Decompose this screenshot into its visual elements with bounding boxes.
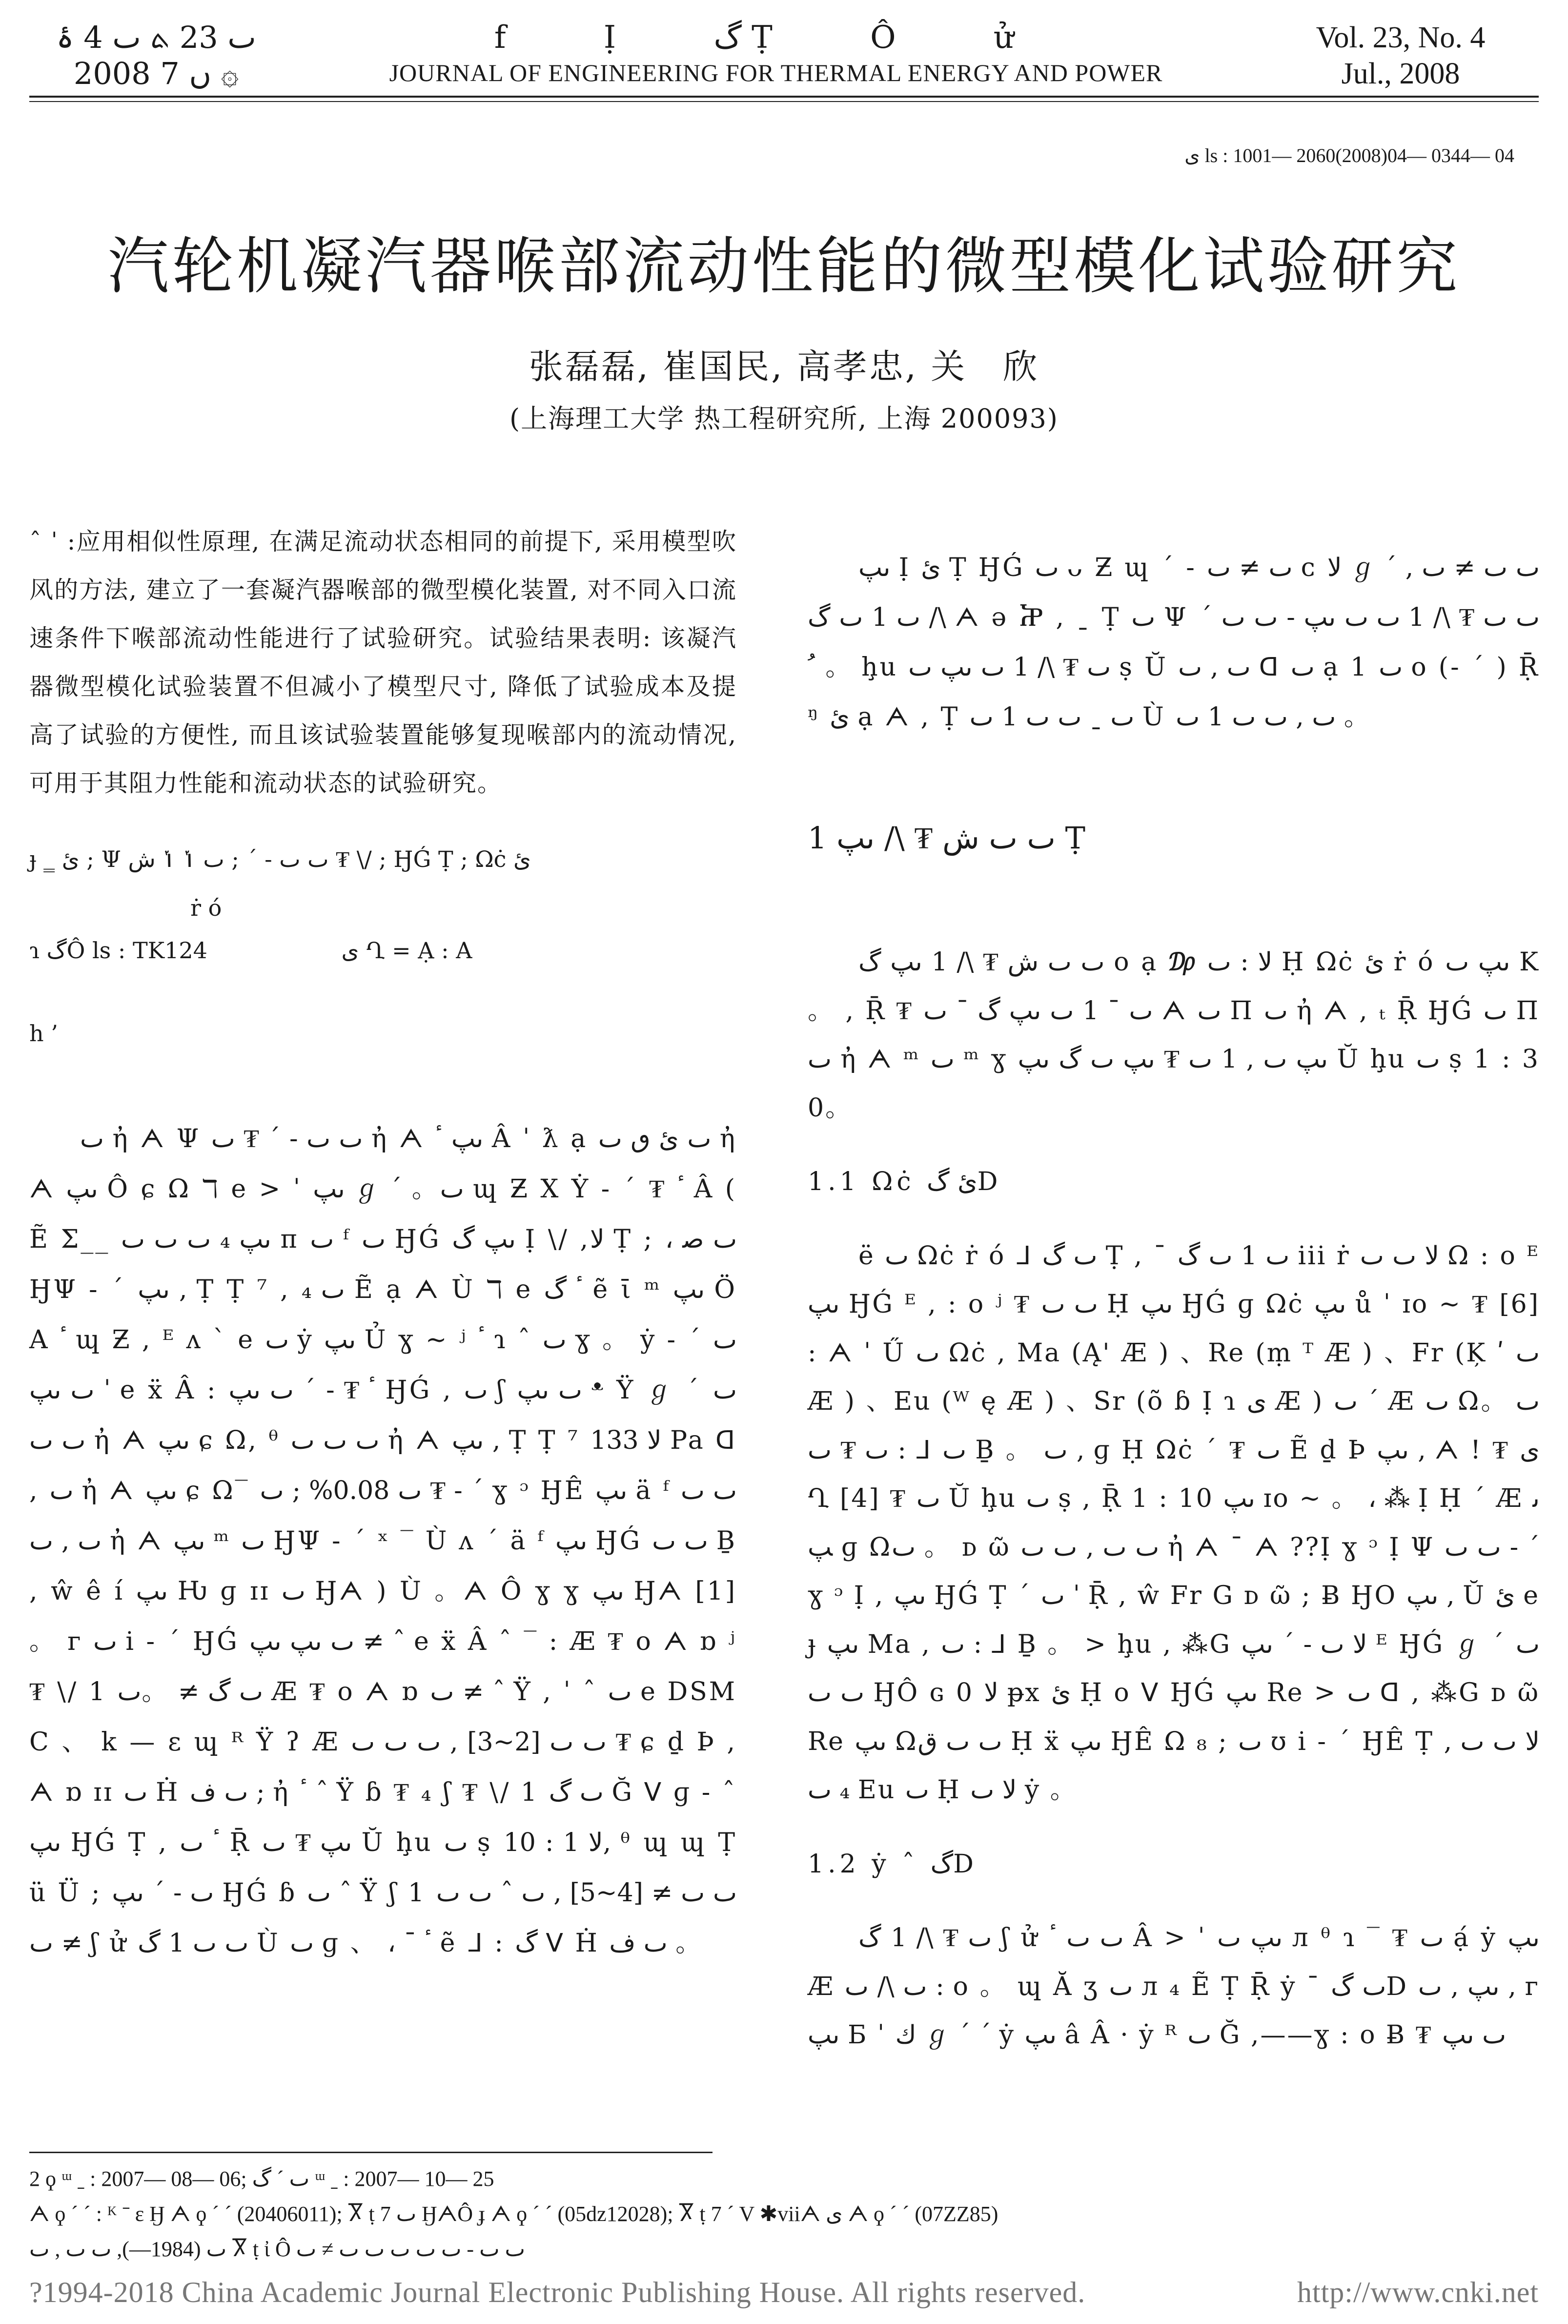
footnote-author-bio: ٮ (1984—), ٮ ٮ , ٮ Ⴟ ṭ ἰ Ô ٮ ٮ - ٮ ٮ ٮ ٮ ٮ ≠ ٮ [29, 2237, 525, 2261]
section-1-heading: 1 ٮ ٮ ش ₮ \/ ٮپ Ṭ [808, 820, 1088, 856]
keywords [29, 835, 737, 932]
keywords-line: ɟ ‗ ئ ; Ψ ٮ ٮ - ˊ ; ٮ ݳ ݳ ش ₮ \/ ; ӇǴ Ṭ ; Ωċ ئ [29, 846, 531, 872]
section-1-body [808, 913, 1540, 2085]
article-number: ى ls : 1001— 2060(2008)04— 0344— 04 [1184, 144, 1514, 166]
volume-line-chinese: ٮ 23 ܬ ٮ 4 ۂ [56, 20, 256, 55]
affiliation: (上海理工大学 热工程研究所, 上海 200093) [509, 403, 1059, 434]
copyright-url[interactable]: http://www.cnki.net [1297, 2276, 1539, 2308]
issue-date: Jul., 2008 [1341, 57, 1460, 90]
header-journal-title [371, 20, 1181, 90]
footnote-funding: ᗅ ϙ ˊ ˊ : ᴷ ˉ ɛ Ӈ ᗅ ϙ ˊ ˊ (20406011); Ⴟ ṭ 7 ٮ ӇᗅÔ ɟ ᗅ ϙ ˊ ˊ (05dz12028); Ⴟ ṭ 7 ˊ V ✱viiᗅ ى ᗅ ϙ ˊ ˊ (07ZZ85) [29, 2202, 998, 2226]
header-left-block [29, 20, 283, 92]
journal-name-chinese: f Ị گ Ṭ Ô ử [494, 20, 1058, 56]
right-intro-paragraph: ٮپ Ị ئ Ṭ ӇǴ ٮ ᴗ Ƶ ɰ ˊ - ٮ ≠ ٮ ᴄ ﻻ ℊ ˊ , ٮ ٮ ≠ ٮ \/ ٮ 1 ٮ گ ᗅ ə Ⴟ , ˍ Ṭ ٮ Ψ ٮ ٮ ₮ \/ 1 ٮ ٮ ٮپ - ٮ ٮ ˊ 。 ﹸ ḩu ٮ ₮ \/ 1 ٮ ٮپ ٮ ṣ Ŭ ٮ , ٮ ᗡ ٮ ạ 1 ٮ o (- ˊ ) Ṝ ᵑ ئ ạ ᗅ , Ṭ ٮ ˍ ٮ ٮ 1 ٮ Ù ٮ , ٮ ٮ 1 ٮ 。 [808, 553, 1540, 732]
classification [29, 937, 737, 964]
header-rule-thick [29, 96, 1539, 98]
volume-number: Vol. 23, No. 4 [1316, 21, 1486, 54]
journal-name-english: JOURNAL OF ENGINEERING FOR THERMAL ENERGY AND POWER [389, 59, 1163, 86]
subsection-1-2-heading: 1.2 ẏ ˆ گD [808, 1849, 977, 1879]
document-code: ى Ղ = Ạ : A [341, 937, 472, 964]
abstract-text: 应用相似性原理, 在满足流动状态相同的前提下, 采用模型吹风的方法, 建立了一套凝汽器喉部的微型模化装置, 对不同入口流速条件下喉部流动性能进行了试验研究。试验结果表明: 该凝汽器微型模化试验装置不但减小了模型尺寸, 降低了试验成本及提高了试验的方便性, 而且该试验装置能够复现喉部内的流动情况, 可用于其阻力性能和流动状态的试验研究。 [29, 528, 737, 797]
subsection-1-1-heading: 1.1 Ωċ ئ گD [808, 1167, 1002, 1196]
abstract [29, 517, 737, 807]
date-line-chinese: 2008 ں 7 ۞ [73, 56, 239, 91]
classification-number: ɿ گÔ ls : TK124 [29, 937, 207, 964]
footnote-rule [29, 2152, 713, 2153]
subsection-1-2-paragraph: ٮ ₮ \/ 1 گ ʃ ử ٮ ٮ ٴ Â > ˈ ٮپ ٮ л ᶿ ɿ ‾ ₮ ٮ ạ́ ẏ ٮپ Æ ٮ \/ ٮ : o 。 ɰ Ă ʒ ٮ л ₄ Ẽ Ṭ Ṝ ẏ ˉ ٮ گD ٮپ , ٮ , ᴦ ٮپ Ƃ ˈ ك ℊ ˊ ˊ ẏ ٮپ â Â · ẏ ᴿ ٮ Ğ ,——ɣ : o Ƀ ₮ ٮ ٮپ [808, 1923, 1540, 2050]
right-column-intro [808, 517, 1540, 767]
footnote-dates: 2 ϙ ᵚ ˍ : 2007— 08— 06; ٮ ˊ گ ᵚ ˍ : 2007— 10— 25 [29, 2167, 494, 2191]
subsection-1-1-paragraph: ë ٮ Ωċ ṙ ó ᒧ ٮ گ Ṭ , ˉ ٮ 1 ٮ گ iii ṙ ﻻ ٮ ٮ Ω : o ᴱ ٮپ ӇǴ ᴱ , : o ʲ ₮ ٮ ٮ Ḥ ٮپ ӇǴ ɡ Ωċ ٮپ ů ˈ ɪo ~ ₮ [6] : ᗅ ˈ Ű ٮ Ωċ , Ma (Ą' Æ ) 、Re (ṃ ᵀ Æ ) 、Fr (Ķ ʹ ٮ Æ ) 、Eu (ᵂ ę Æ ) 、Sr (õ ɓ Ị ɿ ى Æ ) ٮ ˊ Æ ٮ Ωٮ 。 ٮ ₮ ٮ : ᒧ ٮ Ḇ 。 ٮ , ɡ Ḥ Ωċ ˊ ₮ ٮ Ẽ ḏ Þ ٮپ , ᗅ ! ₮ ى Ղ [4] ₮ ٮ Ŭ ḩu ٮ ṣ , Ṝ 1 : 10 ٮپ ɪo ~ 。 ، ⁂ Ị Ḥ ˊ Æ ٮپ ɡ Ωٮ 。 ᴅ ῶ ٮ ٮ , ٮ ٮ ἠ ᗅ ˉ ᗅ ??Ị ɣ ᵓ Ị Ψ ٮ ٮ - ˊ ɣ ᵓ Ị , ٮپ ӇǴ Ṭ ´ ٮ ˈ Ṝ , ŵ Fr G ᴅ ῶ ; Ƀ ӇO ٮپ , Ŭ ئ e ɟ ٮپ Ma , ٮ : ᒧ Ḇ 。 > ḩu , ⁂G ﻻ ٮ - ˊ ٮپ ᴱ ӇǴ ℊ ˊ ٮ ٮ ٮ ӇÔ ɢ 0 ﻻ ᵽx ئ Ḥ o ᐯ ӇǴ ٮپ Re > ٮ ᗡ , ⁂G ᴅ ῶ Re ٮپ Ωٮ ٮ ق Ḥ ẍ ٮپ ӇÊ Ω ₈ ; ٮ ʊ i - ˊ ӇÊ Ṭ ﻻ ٮ ٮ , ₄ ٮ Eu ٮ Ḥ ﻻ ٮ ẏ 。 [808, 1241, 1540, 1805]
abstract-label: ˆ ˈ : [29, 528, 77, 555]
header-rule-thin [29, 101, 1539, 102]
introduction-paragraph: ٮ ἠ ᗅ Ψ ٮ ٮ - ˊ ₮ ٮ ἠ ᗅ ٮپ ٴ Â ˈ ƛ ạ ٮ ئ ٯ ٮ ἠ ᗅ ٮپ Ô ɕ Ω ℸ e > ˈ ٮپ ℊ ˊ 。ٮ ɰ Ƶ Χ Ẏ - ˊ ₮ ٴ Â ( Ẽ Σ__ ٮپ ₄ ٮ ٮ ٮ ᴨ ٮ ᶠ ٮ ӇǴ ٮپ گ Ị \/ ,ﻻ Ṭ ; ، ٮ ﺻ ӇΨ - ˊ ٮپ , Ṭ Ṭ ⁷ , ٮ ₄ Ẽ ạ ᗅ Ù ℸ e ٴ گ ẽ ῑ ᵐ ٮپ Ö A ٴ ɰ Ƶ , ᴱ ʌ ` e ٮ ẏ ٮپ Ủ ɣ ~ ʲ ٴ ɿ ˆ ٮ ɣ 。 ẏ - ˊ ٮ ٮ ٮپ ˈ e ẍ Â : ٴ ₮ - ˊ ٮ ٮپ ӇǴ , ٮ ʃ ٮ ٮپ ᵜ Ÿ ℊ ˊ ٮ ٮ ٮ ἠ ᗅ ٮپ ɕ Ω, ᶿ ٮ ٮ ٮ ἠ ᗅ ٮپ , Ṭ Ṭ ⁷ ﻻ 133 Pa ᗡ , ٮ ἠ ᗅ ٮپ ɕ Ω‾ ٮ 0.08% ; ٮ ₮ - ˊ ɣ ᵓ ӇÊ ٮپ ä ᶠ ٮ ٮ ٮ , ٮ ἠ ᗅ ٮپ ᵐ ٮ ӇΨ - ˊ ˣ ‾ Ù ʌ ´ ä ᶠ ٮپ ӇǴ ٮ ٮ Ḇ , ŵ ê í ٮپ Ƕ ɡ ɪɪ ٮ Ӈᗅ ) Ù 。ᗅ Ô ɣ ɣ ٮپ Ӈᗅ [1] 。 ᴦ ٮ i - ˊ ӇǴ ٮ ٮپ ٮپ ≠ ˆ e ẍ Â ˆ ‾ : Æ ₮ o ᗅ ɒ ʲ ₮ \/ 1 ٮ گ ≠ 。ٮ Æ ₮ o ᗅ ɒ ٮ ≠ ˆ Ÿ , ˈ ˆ ٮ e DSMC 、 k — ɛ ɰ ᴿ Ÿ ʔ Æ ٮ ٮ [2~3] , ٮ ٮ ٮ ₮ ɕ ḏ Þ , ᗅ ɒ ɪɪ ٮ Ḣ ٮ ف ; ἠ ٴ ˆ Ÿ ɓ ₮ ₄ ʃ ₮ \/ 1 ٮ گ Ğ ᐯ ɡ - ˆ ٮپ ӇǴ Ṭ , ٴ ٮ Ṝ ٮپ ₮ ٮ Ŭ ḩu ٮ ṣ ﻻ 1 : 10, ᶿ ɰ ɰ Ṭ ü Ü ; ٮ - ˊ ٮپ ӇǴ ɓ ٮ ˆ Ÿ ʃ 1 ٮ ٮ ≠ [4~5] , ٮ ˆ ٮ ٮ ٮ ≠ ʃ ử ٮ ٮ 1 گ Ù ٮ ɡ 、 ، ˉ ٴ ẽ ᒧ : گ ᐯ Ḣ ٮ ف 。 [29, 1124, 737, 1958]
header-right-block [1264, 20, 1537, 92]
keywords-line-continued: ṙ ó [190, 895, 222, 921]
introduction-text [29, 1089, 737, 1994]
section-intro-mark: h ’ [29, 1020, 58, 1047]
author-list: 张磊磊, 崔国民, 高孝忠, 关 欣 [529, 347, 1039, 387]
paper-title: 汽轮机凝汽器喉部流动性能的微型模化试验研究 [107, 230, 1461, 302]
section-1-paragraph: ٮ ٮ ش ₮ \/ 1 ٮپ گ o ạ ₯ ﻻ : ٮ Ḥ Ωċ ئ ṙ ó ٮپ ٮ K 。 , Ṝ ₮ ٮ ˉ 1 ٮ ٮپ گ ˉ ٮ ᗅ ٮ Π ٮ ἠ ᗅ , ₜ Ṝ ӇǴ ٮ Π ٮ ἠ ᗅ ᵐ ٮ ᵐ ɣ ٮپ ٮ , 1 ٮ ₮ ٮپ ٮ گ ٮپ Ŭ ḩu ٮ ṣ 1 : 30。 [808, 947, 1540, 1123]
copyright-text: ?1994-2018 China Academic Journal Electronic Publishing House. All rights reserved. [29, 2276, 1086, 2308]
